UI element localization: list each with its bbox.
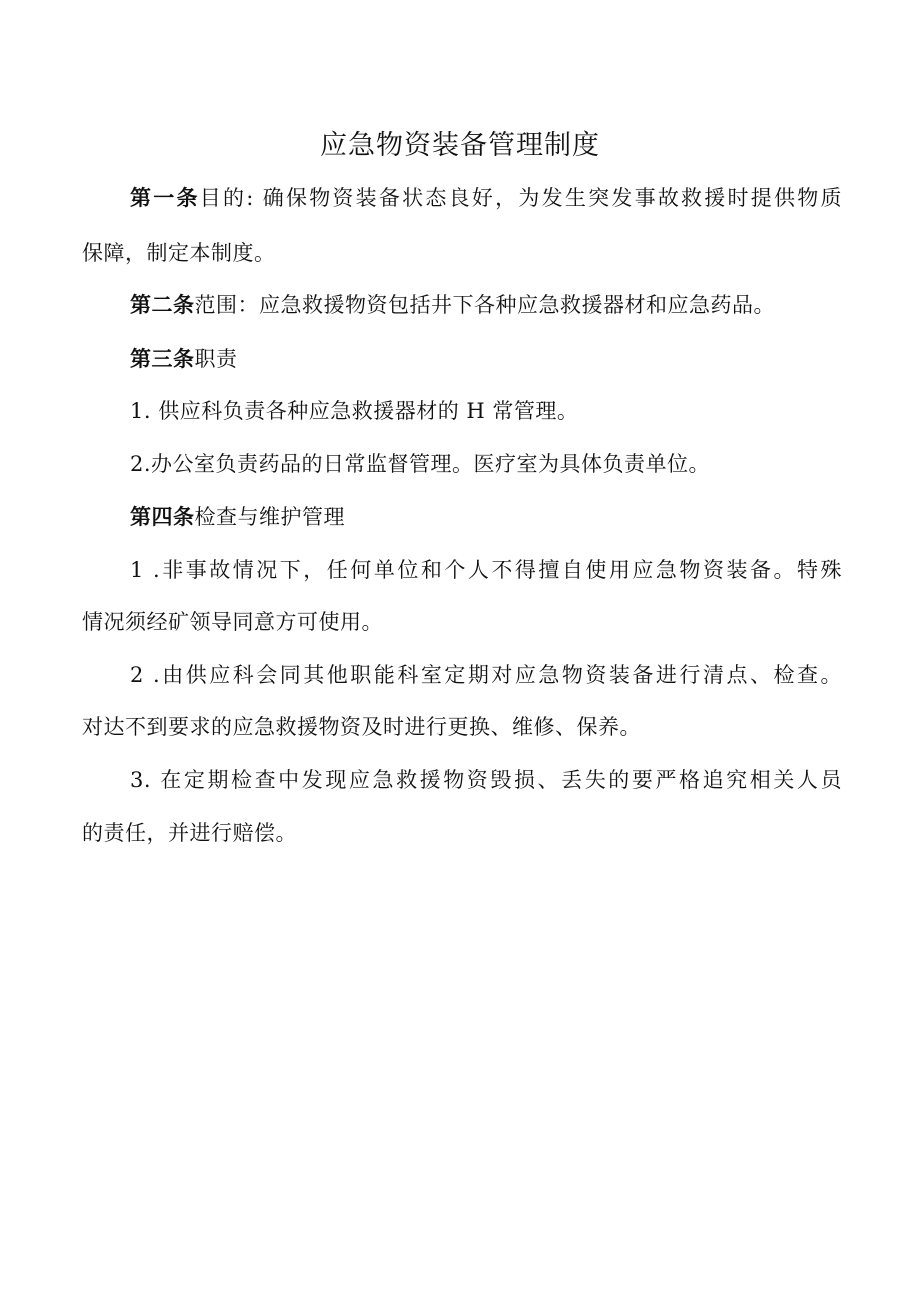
- article-1-text: 目的: 确保物资装备状态良好，为发生突发事故救援时提供物质: [199, 186, 843, 210]
- article-3-label: 第三条: [130, 346, 195, 371]
- article-4-item-1-line-1: 1 .非事故情况下，任何单位和个人不得擅自使用应急物资装备。特殊: [130, 558, 842, 582]
- article-4-item-2-line-1: 2 .由供应科会同其他职能科室定期对应急物资装备进行清点、检查。: [130, 663, 842, 687]
- article-3: [130, 344, 842, 374]
- article-3-item-2: 2.办公室负责药品的日常监督管理。医疗室为具体负责单位。: [130, 452, 711, 476]
- article-4: [130, 502, 842, 532]
- article-2-label: 第二条: [130, 292, 195, 317]
- article-4-label: 第四条: [130, 504, 195, 529]
- article-4-item-2-line-2: 对达不到要求的应急救援物资及时进行更换、维修、保养。: [82, 715, 641, 739]
- article-1-line-2: 保障，制定本制度。: [82, 241, 276, 265]
- article-3-item-1: 1. 供应科负责各种应急救援器材的 H 常管理。: [130, 399, 579, 423]
- article-4-item-3-line-2: 的责任，并进行赔偿。: [82, 821, 297, 845]
- article-4-item-1-line-2: 情况须经矿领导同意方可使用。: [82, 610, 383, 634]
- article-1-line-1: [130, 183, 842, 213]
- article-4-text: 检查与维护管理: [194, 505, 345, 529]
- article-4-item-3-line-1: 3. 在定期检查中发现应急救援物资毁损、丢失的要严格追究相关人员: [130, 768, 842, 792]
- article-2: [130, 290, 842, 320]
- article-1-label: 第一条: [130, 185, 200, 210]
- document-title: 应急物资装备管理制度: [320, 130, 600, 161]
- article-2-text: 范围：应急救援物资包括井下各种应急救援器材和应急药品。: [194, 293, 775, 317]
- article-3-text: 职责: [194, 347, 238, 371]
